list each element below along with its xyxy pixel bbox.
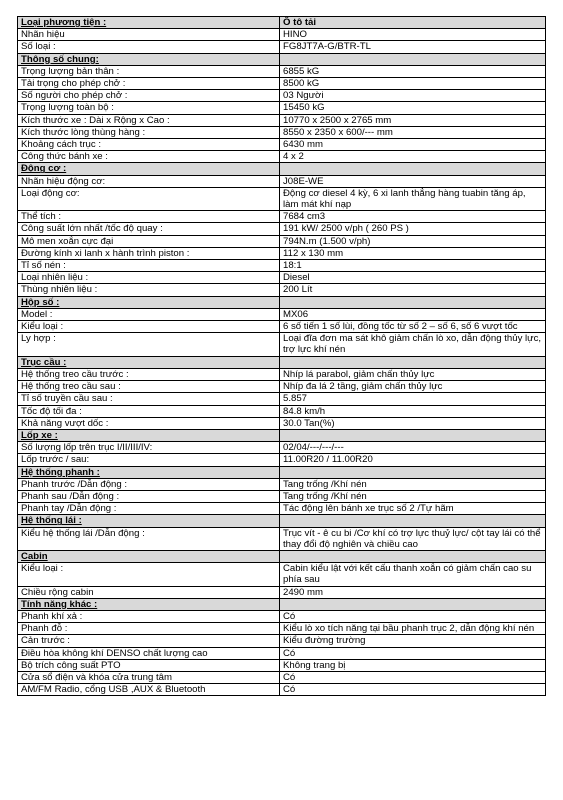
spec-label: Bộ trích công suất PTO: [18, 659, 280, 671]
spec-label: Phanh đỗ :: [18, 623, 280, 635]
spec-value: 02/04/---/---/---: [280, 442, 546, 454]
spec-label: Kiểu hệ thống lái /Dẫn động :: [18, 527, 280, 550]
spec-value: Có: [280, 684, 546, 696]
spec-value: MX06: [280, 308, 546, 320]
spec-value: 4 x 2: [280, 151, 546, 163]
section-title-blank: [280, 550, 546, 562]
spec-label: Số lượng lốp trên trục I/II/III/IV:: [18, 442, 280, 454]
spec-value: Kiểu đường trường: [280, 635, 546, 647]
spec-value: 15450 kG: [280, 102, 546, 114]
spec-label: Điều hòa không khí DENSO chất lượng cao: [18, 647, 280, 659]
spec-row: [18, 235, 546, 247]
section-title-blank: [280, 53, 546, 65]
spec-label: Ly hợp :: [18, 333, 280, 356]
spec-value: Kiểu lò xo tích năng tại bầu phanh trục 2, dẫn động khí nén: [280, 623, 546, 635]
spec-value: 30.0 Tan(%): [280, 417, 546, 429]
spec-row: [18, 272, 546, 284]
spec-row: [18, 503, 546, 515]
header-row: [18, 17, 546, 29]
spec-value: FG8JT7A-G/BTR-TL: [280, 41, 546, 53]
spec-row: [18, 211, 546, 223]
spec-label: Tỉ số nén :: [18, 260, 280, 272]
spec-value: 2490 mm: [280, 586, 546, 598]
section-header-row: [18, 466, 546, 478]
spec-label: Loại nhiên liệu :: [18, 272, 280, 284]
section-header-row: [18, 53, 546, 65]
spec-row: [18, 41, 546, 53]
spec-label: Chiều rộng cabin: [18, 586, 280, 598]
spec-value: 112 x 130 mm: [280, 247, 546, 259]
spec-row: [18, 247, 546, 259]
spec-value: 794N.m (1.500 v/ph): [280, 235, 546, 247]
spec-value: 8500 kG: [280, 78, 546, 90]
spec-label: Nhãn hiệu động cơ:: [18, 175, 280, 187]
spec-value: 03 Người: [280, 90, 546, 102]
section-title: Cabin: [18, 550, 280, 562]
spec-value: 8550 x 2350 x 600/--- mm: [280, 126, 546, 138]
spec-value: Có: [280, 610, 546, 622]
section-title: Tính năng khác :: [18, 598, 280, 610]
spec-value: 6430 mm: [280, 139, 546, 151]
section-header-row: [18, 296, 546, 308]
spec-row: [18, 175, 546, 187]
spec-label: Hệ thống treo cầu sau :: [18, 381, 280, 393]
spec-row: [18, 635, 546, 647]
spec-label: Lốp trước / sau:: [18, 454, 280, 466]
section-title-blank: [280, 429, 546, 441]
spec-row: [18, 284, 546, 296]
spec-row: [18, 260, 546, 272]
spec-value: Tác động lên bánh xe trục số 2 /Tự hãm: [280, 503, 546, 515]
spec-value: 191 kW/ 2500 v/ph ( 260 PS ): [280, 223, 546, 235]
spec-value: 6 số tiến 1 số lùi, đồng tốc từ số 2 – số 6, số 6 vượt tốc: [280, 321, 546, 333]
spec-row: [18, 454, 546, 466]
spec-label: Tải trọng cho phép chở :: [18, 78, 280, 90]
header-label: Loại phương tiện :: [18, 17, 280, 29]
spec-label: Đường kính xi lanh x hành trình piston :: [18, 247, 280, 259]
section-header-row: [18, 550, 546, 562]
section-title-blank: [280, 598, 546, 610]
spec-value: Có: [280, 671, 546, 683]
spec-row: [18, 478, 546, 490]
spec-value: Tang trống /Khí nén: [280, 490, 546, 502]
spec-label: Nhãn hiệu: [18, 29, 280, 41]
spec-row: [18, 381, 546, 393]
spec-value: Tang trống /Khí nén: [280, 478, 546, 490]
spec-row: [18, 368, 546, 380]
spec-label: Phanh sau /Dẫn động :: [18, 490, 280, 502]
spec-row: [18, 114, 546, 126]
spec-label: AM/FM Radio, cổng USB ,AUX & Bluetooth: [18, 684, 280, 696]
section-title: Hệ thống lái :: [18, 515, 280, 527]
section-title-blank: [280, 296, 546, 308]
spec-row: [18, 684, 546, 696]
spec-label: Công thức bánh xe :: [18, 151, 280, 163]
spec-row: [18, 527, 546, 550]
spec-label: Cửa sổ điện và khóa cửa trung tâm: [18, 671, 280, 683]
spec-row: [18, 321, 546, 333]
spec-value: 5.857: [280, 393, 546, 405]
spec-label: Mô men xoắn cực đại: [18, 235, 280, 247]
section-title: Hệ thống phanh :: [18, 466, 280, 478]
spec-label: Trọng lượng toàn bộ :: [18, 102, 280, 114]
spec-row: [18, 126, 546, 138]
spec-value: Nhíp đa lá 2 tầng, giảm chấn thủy lực: [280, 381, 546, 393]
section-title-blank: [280, 466, 546, 478]
spec-value: J08E-WE: [280, 175, 546, 187]
spec-label: Trọng lượng bản thân :: [18, 65, 280, 77]
spec-value: 7684 cm3: [280, 211, 546, 223]
spec-row: [18, 490, 546, 502]
spec-label: Công suất lớn nhất /tốc độ quay :: [18, 223, 280, 235]
section-header-row: [18, 598, 546, 610]
spec-value: Không trang bị: [280, 659, 546, 671]
spec-value: Nhíp lá parabol, giảm chấn thủy lực: [280, 368, 546, 380]
section-header-row: [18, 356, 546, 368]
spec-row: [18, 151, 546, 163]
section-title: Hộp số :: [18, 296, 280, 308]
spec-value: 10770 x 2500 x 2765 mm: [280, 114, 546, 126]
spec-table: [17, 16, 546, 696]
spec-sheet: [17, 16, 546, 696]
spec-value: 18:1: [280, 260, 546, 272]
section-title-blank: [280, 356, 546, 368]
spec-row: [18, 417, 546, 429]
spec-row: [18, 308, 546, 320]
spec-label: Model :: [18, 308, 280, 320]
spec-row: [18, 29, 546, 41]
spec-value: 11.00R20 / 11.00R20: [280, 454, 546, 466]
section-title-blank: [280, 163, 546, 175]
spec-value: HINO: [280, 29, 546, 41]
spec-label: Thùng nhiên liệu :: [18, 284, 280, 296]
spec-label: Phanh trước /Dẫn động :: [18, 478, 280, 490]
section-header-row: [18, 163, 546, 175]
spec-label: Cản trước :: [18, 635, 280, 647]
spec-label: Phanh tay /Dẫn động :: [18, 503, 280, 515]
spec-value: 6855 kG: [280, 65, 546, 77]
spec-table-body: [18, 17, 546, 696]
spec-label: Kích thước xe : Dài x Rộng x Cao :: [18, 114, 280, 126]
spec-label: Số người cho phép chở :: [18, 90, 280, 102]
spec-row: [18, 610, 546, 622]
section-title: Trục cầu :: [18, 356, 280, 368]
spec-label: Tỉ số truyền cầu sau :: [18, 393, 280, 405]
spec-label: Kiểu loại :: [18, 563, 280, 586]
section-title-blank: [280, 515, 546, 527]
spec-row: [18, 223, 546, 235]
spec-row: [18, 659, 546, 671]
section-header-row: [18, 429, 546, 441]
section-title: Thông số chung:: [18, 53, 280, 65]
spec-row: [18, 333, 546, 356]
spec-row: [18, 405, 546, 417]
spec-value: Cabin kiểu lật với kết cấu thanh xoắn có giảm chấn cao su phía sau: [280, 563, 546, 586]
spec-row: [18, 65, 546, 77]
spec-label: Số loại :: [18, 41, 280, 53]
section-title: Động cơ :: [18, 163, 280, 175]
spec-row: [18, 442, 546, 454]
spec-label: Phanh khí xả :: [18, 610, 280, 622]
spec-row: [18, 187, 546, 210]
spec-row: [18, 623, 546, 635]
spec-row: [18, 78, 546, 90]
spec-row: [18, 671, 546, 683]
spec-value: 200 Lít: [280, 284, 546, 296]
spec-value: Loại đĩa đơn ma sát khô giảm chấn lò xo, dẫn động thủy lực, trợ lực khí nén: [280, 333, 546, 356]
spec-row: [18, 647, 546, 659]
spec-row: [18, 586, 546, 598]
spec-row: [18, 139, 546, 151]
spec-value: Động cơ diesel 4 kỳ, 6 xi lanh thẳng hàng tuabin tăng áp, làm mát khí nạp: [280, 187, 546, 210]
spec-label: Khả năng vượt dốc :: [18, 417, 280, 429]
spec-label: Tốc độ tối đa :: [18, 405, 280, 417]
spec-value: Diesel: [280, 272, 546, 284]
spec-row: [18, 563, 546, 586]
spec-value: Có: [280, 647, 546, 659]
spec-row: [18, 90, 546, 102]
spec-row: [18, 393, 546, 405]
spec-label: Hệ thống treo cầu trước :: [18, 368, 280, 380]
spec-value: Trục vít - ê cu bi /Cơ khí có trợ lực thuỷ lực/ cột tay lái có thể thay đổi độ nghiên và chiều cao: [280, 527, 546, 550]
spec-label: Kiểu loại :: [18, 321, 280, 333]
section-title: Lốp xe :: [18, 429, 280, 441]
spec-value: 84.8 km/h: [280, 405, 546, 417]
section-header-row: [18, 515, 546, 527]
spec-label: Loại động cơ:: [18, 187, 280, 210]
spec-label: Khoảng cách trục :: [18, 139, 280, 151]
spec-row: [18, 102, 546, 114]
spec-label: Thể tích :: [18, 211, 280, 223]
header-value: Ô tô tải: [280, 17, 546, 29]
spec-label: Kích thước lòng thùng hàng :: [18, 126, 280, 138]
